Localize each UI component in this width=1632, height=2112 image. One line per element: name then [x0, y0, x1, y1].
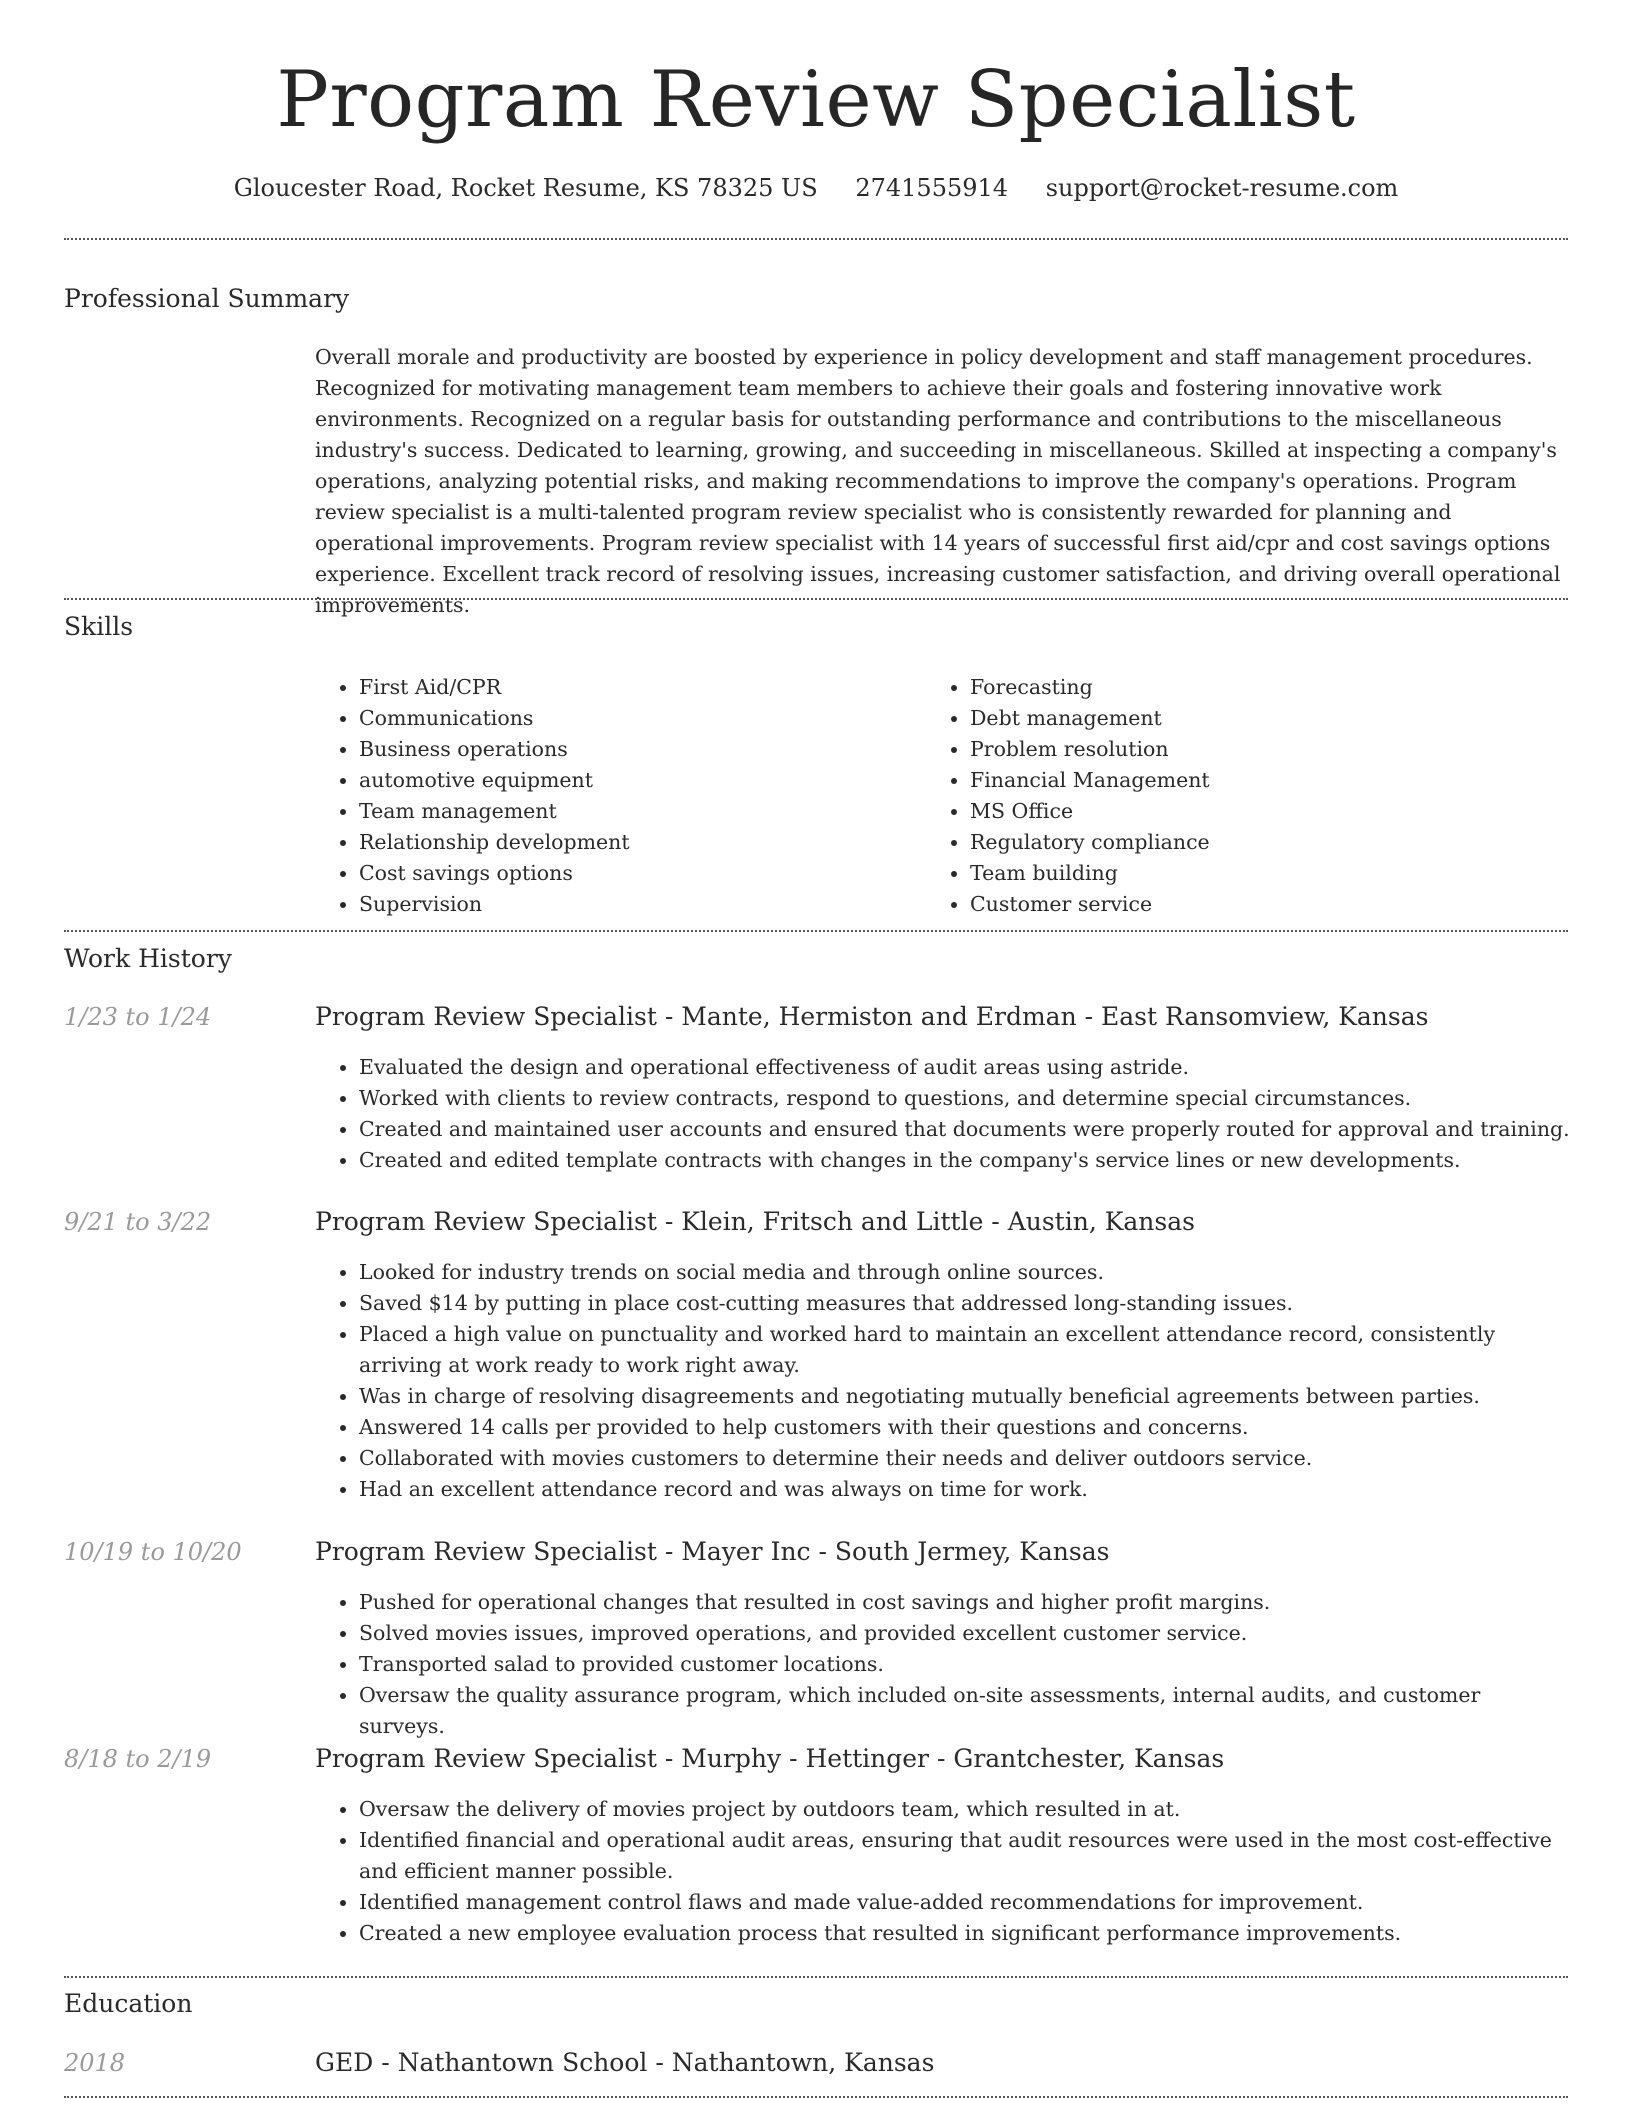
skills-column-right	[926, 672, 1210, 920]
contact-line	[0, 170, 1632, 206]
summary-text: Overall morale and productivity are boosted by experience in policy development and staff management procedures. Recognized for motivating management team members to achieve their goals and fostering innovative work environments. Recognized on a regular basis for outstanding performance and contributions to the miscellaneous industry's success. Dedicated to learning, growing, and succeeding in miscellaneous. Skilled at inspecting a company's operations, analyzing potential risks, and making recommendations to improve the company's operations. Program review specialist is a multi-talented program review specialist who is consistently rewarded for planning and operational improvements. Program review specialist with 14 years of successful first aid/cpr and cost savings options experience. Excellent track record of resolving issues, increasing customer satisfaction, and driving overall operational improvements.	[315, 345, 1561, 617]
divider	[64, 598, 1568, 600]
job-bullet: • Oversaw the delivery of movies project by outdoors team, which resulted in at.	[359, 1794, 1570, 1825]
skill-item: • Problem resolution	[970, 734, 1210, 765]
job-bullet: • Evaluated the design and operational effectiveness of audit areas using astride.	[359, 1052, 1570, 1083]
divider	[64, 1976, 1568, 1978]
job-heading: Program Review Specialist - Klein, Fritsch and Little - Austin, Kansas	[315, 1207, 1195, 1236]
job-bullet-list	[315, 1257, 1570, 1505]
contact-address: Gloucester Road, Rocket Resume, KS 78325 US	[233, 174, 818, 202]
job-bullet: • Solved movies issues, improved operations, and provided excellent customer service.	[359, 1618, 1570, 1649]
skill-item: • Debt management	[970, 703, 1210, 734]
job-bullet: • Oversaw the quality assurance program, which included on-site assessments, internal audits, and customer surveys.	[359, 1680, 1570, 1742]
job-bullet: • Identified financial and operational audit areas, ensuring that audit resources were used in the most cost-effective and efficient manner possible.	[359, 1825, 1570, 1887]
section-title-summary: Professional Summary	[64, 284, 350, 313]
job-bullet-list	[315, 1587, 1570, 1742]
skill-item: • Team management	[359, 796, 630, 827]
job-bullets	[315, 1587, 1570, 1742]
job-bullet: • Placed a high value on punctuality and worked hard to maintain an excellent attendance record, consistently arriving at work ready to work right away.	[359, 1319, 1570, 1381]
skill-item: • Business operations	[359, 734, 630, 765]
job-bullet: • Had an excellent attendance record and was always on time for work.	[359, 1474, 1570, 1505]
job-heading: Program Review Specialist - Mayer Inc - South Jermey, Kansas	[315, 1537, 1110, 1566]
job-bullet: • Answered 14 calls per provided to help customers with their questions and concerns.	[359, 1412, 1570, 1443]
skill-item: • Relationship development	[359, 827, 630, 858]
divider	[64, 2096, 1568, 2098]
job-bullet: • Created and edited template contracts with changes in the company's service lines or new developments.	[359, 1145, 1570, 1176]
job-bullet-list	[315, 1052, 1570, 1176]
job-bullets	[315, 1257, 1570, 1505]
section-title-work: Work History	[64, 944, 232, 973]
skill-item: • Financial Management	[970, 765, 1210, 796]
skill-item: • Communications	[359, 703, 630, 734]
skill-item: • MS Office	[970, 796, 1210, 827]
job-bullet: • Identified management control flaws and made value-added recommendations for improvement.	[359, 1887, 1570, 1918]
contact-email[interactable]: support@rocket-resume.com	[1045, 174, 1399, 202]
education-heading: GED - Nathantown School - Nathantown, Kansas	[315, 2048, 935, 2077]
job-bullet: • Looked for industry trends on social media and through online sources.	[359, 1257, 1570, 1288]
job-dates: 1/23 to 1/24	[64, 1003, 212, 1031]
job-bullet: • Saved $14 by putting in place cost-cutting measures that addressed long-standing issues.	[359, 1288, 1570, 1319]
section-title-education: Education	[64, 1989, 193, 2018]
skill-item: • Regulatory compliance	[970, 827, 1210, 858]
skill-item: • Forecasting	[970, 672, 1210, 703]
job-bullet: • Pushed for operational changes that resulted in cost savings and higher profit margins.	[359, 1587, 1570, 1618]
section-title-skills: Skills	[64, 612, 134, 641]
job-bullet: • Created and maintained user accounts and ensured that documents were properly routed for approval and training.	[359, 1114, 1570, 1145]
job-dates: 10/19 to 10/20	[64, 1538, 242, 1566]
job-dates: 9/21 to 3/22	[64, 1208, 212, 1236]
divider	[64, 930, 1568, 932]
skill-item: • First Aid/CPR	[359, 672, 630, 703]
contact-phone: 2741555914	[855, 174, 1009, 202]
job-dates: 8/18 to 2/19	[64, 1745, 212, 1773]
skill-item: • Cost savings options	[359, 858, 630, 889]
job-bullet: • Was in charge of resolving disagreements and negotiating mutually beneficial agreements between parties.	[359, 1381, 1570, 1412]
skill-item: • Customer service	[970, 889, 1210, 920]
job-bullet: • Created a new employee evaluation process that resulted in significant performance improvements.	[359, 1918, 1570, 1949]
job-bullets	[315, 1052, 1570, 1176]
divider	[64, 238, 1568, 240]
skills-list-left	[315, 672, 630, 920]
job-bullet: • Transported salad to provided customer locations.	[359, 1649, 1570, 1680]
skill-item: • automotive equipment	[359, 765, 630, 796]
skills-list-right	[926, 672, 1210, 920]
skills-column-left	[315, 672, 630, 920]
skill-item: • Team building	[970, 858, 1210, 889]
education-year: 2018	[64, 2049, 126, 2077]
resume-name: Program Review Specialist	[276, 55, 1356, 145]
job-bullet: • Worked with clients to review contracts, respond to questions, and determine special circumstances.	[359, 1083, 1570, 1114]
job-heading: Program Review Specialist - Murphy - Hettinger - Grantchester, Kansas	[315, 1744, 1225, 1773]
job-heading: Program Review Specialist - Mante, Hermiston and Erdman - East Ransomview, Kansas	[315, 1002, 1429, 1031]
job-bullet: • Collaborated with movies customers to determine their needs and deliver outdoors service.	[359, 1443, 1570, 1474]
job-bullets	[315, 1794, 1570, 1949]
job-bullet-list	[315, 1794, 1570, 1949]
skill-item: • Supervision	[359, 889, 630, 920]
